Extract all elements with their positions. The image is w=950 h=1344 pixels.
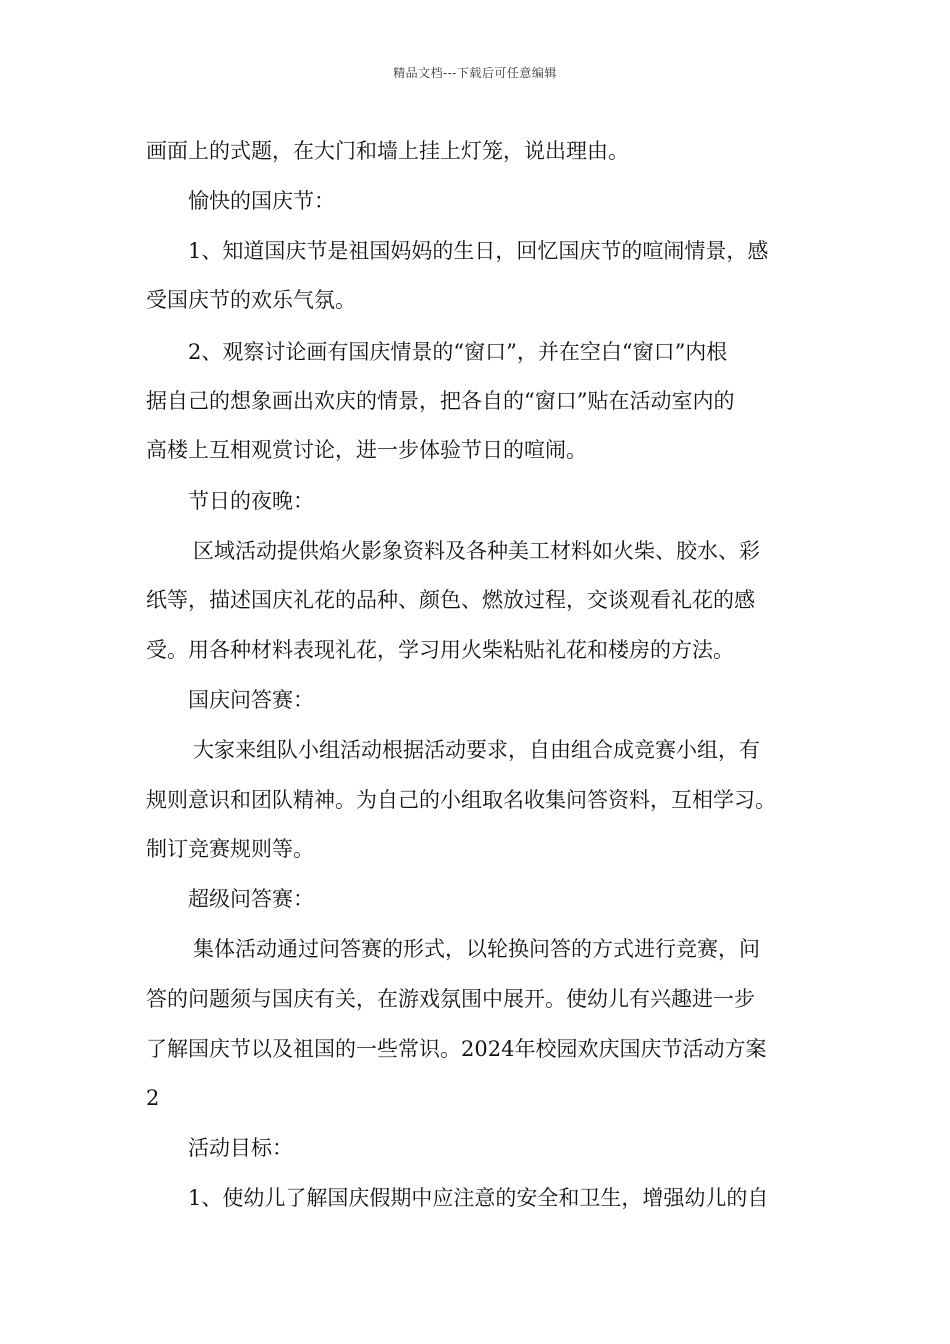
section-heading: 超级问答赛： (188, 887, 314, 911)
paragraph-line: 2 (146, 1086, 160, 1110)
paragraph-line: 制订竞赛规则等。 (146, 837, 314, 861)
paragraph-line: 高楼上互相观赏讨论，进一步体验节日的喧闹。 (146, 438, 587, 462)
paragraph-line: 纸等，描述国庆礼花的品种、颜色、燃放过程，交谈观看礼花的感 (146, 588, 755, 612)
paragraph-line: 受国庆节的欢乐气氛。 (146, 288, 356, 312)
paragraph-line: 集体活动通过问答赛的形式，以轮换问答的方式进行竞赛，问 (193, 937, 760, 961)
page-header: 精品文档---下载后可任意编辑 (393, 66, 557, 80)
paragraph-line: 受。用各种材料表现礼花，学习用火柴粘贴礼花和楼房的方法。 (146, 638, 734, 662)
paragraph-line: 画面上的式题，在大门和墙上挂上灯笼，说出理由。 (146, 139, 629, 163)
paragraph-line: 2、观察讨论画有国庆情景的“窗口”，并在空白“窗口”内根 (188, 340, 728, 364)
paragraph-line: 大家来组队小组活动根据活动要求，自由组合成竞赛小组，有 (193, 738, 760, 762)
paragraph-line: 1、使幼儿了解国庆假期中应注意的安全和卫生，增强幼儿的自 (188, 1186, 769, 1210)
section-heading: 节日的夜晚： (188, 489, 314, 513)
paragraph-line: 规则意识和团队精神。为自己的小组取名收集问答资料，互相学习。 (146, 788, 776, 812)
section-heading: 愉快的国庆节： (188, 189, 335, 213)
paragraph-line: 区域活动提供焰火影象资料及各种美工材料如火柴、胶水、彩 (193, 539, 760, 563)
section-heading: 活动目标： (188, 1136, 293, 1160)
paragraph-line: 答的问题须与国庆有关，在游戏氛围中展开。使幼儿有兴趣进一步 (146, 987, 755, 1011)
paragraph-line: 据自己的想象画出欢庆的情景，把各自的“窗口”贴在活动室内的 (146, 389, 735, 413)
paragraph-line: 1、知道国庆节是祖国妈妈的生日，回忆国庆节的喧闹情景，感 (188, 239, 769, 263)
paragraph-line: 了解国庆节以及祖国的一些常识。2024年校园欢庆国庆节活动方案 (146, 1037, 767, 1061)
section-heading: 国庆问答赛： (188, 688, 314, 712)
